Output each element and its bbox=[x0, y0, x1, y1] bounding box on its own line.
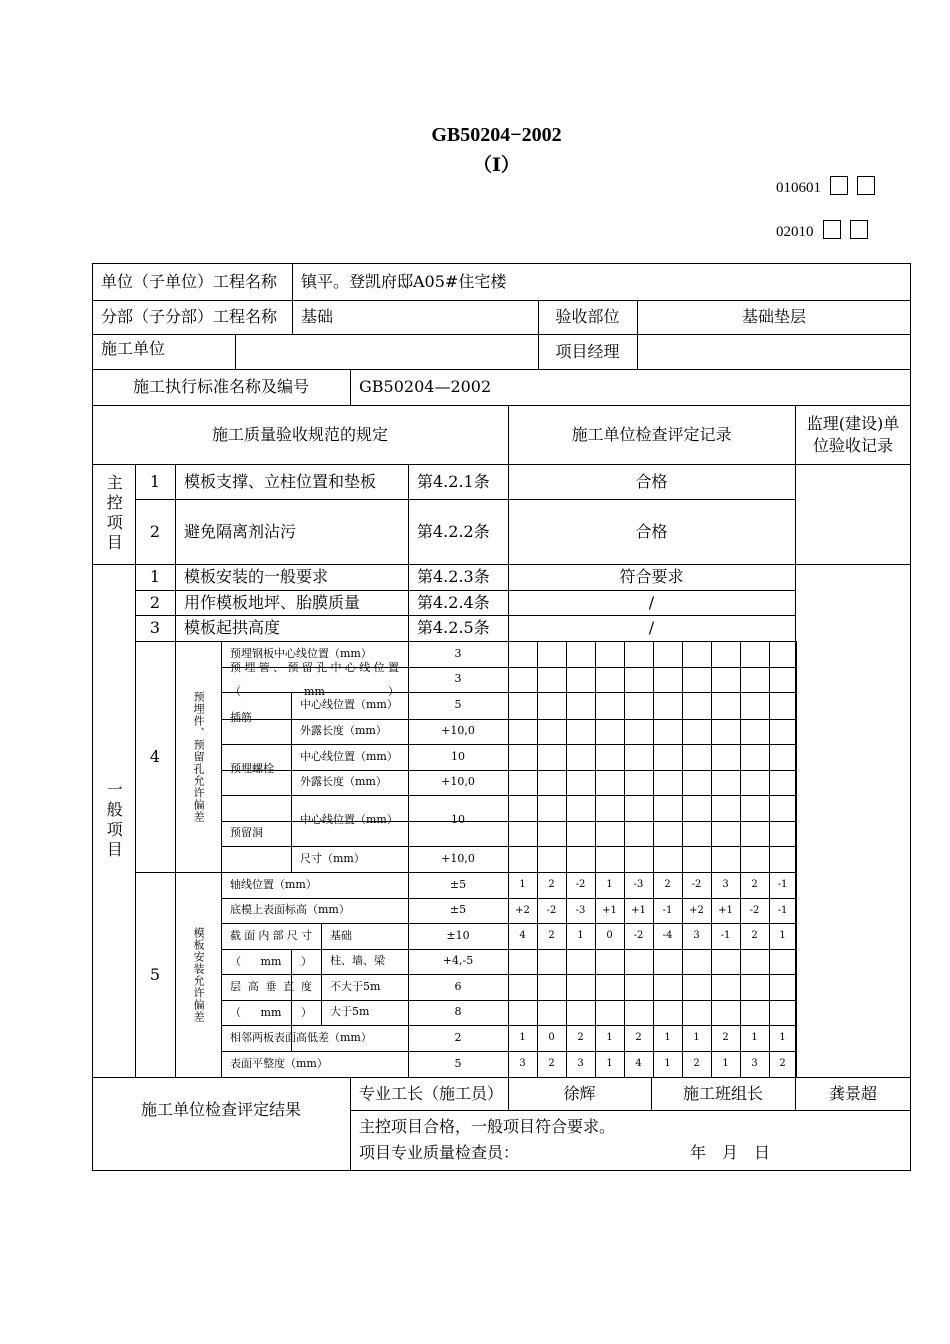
measurement-cell: 2 bbox=[548, 1058, 555, 1070]
measurement-cell: 3 bbox=[693, 930, 700, 942]
inspection-part-value: 基础垫层 bbox=[741, 307, 806, 327]
measurement-cell: 2 bbox=[664, 879, 671, 891]
measurement-cell: -2 bbox=[691, 879, 702, 891]
g5-adjacent-value: 2 bbox=[454, 1030, 462, 1044]
g5-vertical-label: 层高垂直度（mm） bbox=[230, 980, 312, 1019]
g5-top-label: 底模上表面标高（mm） bbox=[230, 903, 350, 917]
measurement-cell: 2 bbox=[751, 879, 758, 891]
measurement-cell: 4 bbox=[519, 930, 526, 942]
measurement-cell: 1 bbox=[664, 1032, 671, 1044]
g5-vertical-a-value: 6 bbox=[454, 979, 462, 993]
measurement-cell: 0 bbox=[548, 1032, 555, 1044]
g4-sub-b: 外露长度（mm） bbox=[300, 724, 387, 738]
general-item-clause: 第4.2.4条 bbox=[417, 592, 490, 612]
g4-row-value: 3 bbox=[454, 672, 462, 686]
g4-sub-b: 尺寸（mm） bbox=[300, 851, 365, 865]
general-item-no: 2 bbox=[149, 592, 161, 612]
main-item-clause: 第4.2.1条 bbox=[417, 471, 490, 491]
g5-top-value: ±5 bbox=[449, 903, 467, 917]
measurement-cell: 1 bbox=[606, 1058, 613, 1070]
group5-label: 模板安装允许偏差 bbox=[192, 926, 206, 1023]
sub-project-value: 基础 bbox=[301, 307, 334, 327]
g4-sub-label: 插筋 bbox=[230, 710, 252, 724]
project-manager-label: 项目经理 bbox=[555, 341, 620, 361]
checkbox-1a[interactable] bbox=[830, 176, 848, 195]
measurement-cell: 1 bbox=[606, 1032, 613, 1044]
g4-row-label: 预埋管、预留孔中心线位置（mm） bbox=[230, 661, 399, 698]
g4-sub-a: 中心线位置（mm） bbox=[300, 698, 398, 712]
g5-section-b-value: +4,-5 bbox=[442, 954, 474, 968]
g5-section-a: 基础 bbox=[330, 928, 352, 942]
measurement-cell: 2 bbox=[693, 1058, 700, 1070]
unit-name-value: 镇平。登凯府邸A05#住宅楼 bbox=[301, 271, 507, 291]
measurement-cell: 4 bbox=[635, 1058, 642, 1070]
g4-row-value: 3 bbox=[454, 646, 462, 660]
g5-vertical-b: 大于5m bbox=[330, 1005, 370, 1019]
measurement-cell: -1 bbox=[720, 930, 731, 942]
general-item-name: 用作模板地坪、胎膜质量 bbox=[184, 592, 361, 612]
measurement-cell: 1 bbox=[664, 1058, 671, 1070]
g4-sub-a: 中心线位置（mm） bbox=[300, 813, 398, 827]
measurement-cell: 3 bbox=[577, 1058, 584, 1070]
foreman-name: 徐辉 bbox=[563, 1083, 596, 1103]
team-leader-name: 龚景超 bbox=[828, 1083, 877, 1103]
general-label: 一般项目 bbox=[104, 780, 124, 861]
supervision-header: 监理(建设)单位验收记录 bbox=[806, 413, 900, 455]
measurement-cell: 3 bbox=[519, 1058, 526, 1070]
measurement-cell: 1 bbox=[519, 879, 526, 891]
measurement-cell: 1 bbox=[722, 1058, 729, 1070]
main-item-no: 2 bbox=[149, 521, 161, 541]
measurement-cell: -4 bbox=[662, 930, 673, 942]
measurement-cell: +1 bbox=[631, 904, 646, 916]
measurement-cell: -1 bbox=[777, 904, 788, 916]
main-item-result: 合格 bbox=[635, 471, 668, 491]
g4-sub-b-value: +10,0 bbox=[441, 775, 475, 789]
g5-vertical-a: 不大于5m bbox=[330, 979, 381, 993]
general-item-clause: 第4.2.3条 bbox=[417, 567, 490, 587]
code-2: 02010 bbox=[776, 224, 814, 240]
g5-section-label: 截面内部尺寸（mm） bbox=[230, 929, 312, 968]
group4-label: 预埋件、预留孔允许偏差 bbox=[192, 690, 206, 823]
measurement-cell: 2 bbox=[751, 930, 758, 942]
main-item-name: 模板支撑、立柱位置和垫板 bbox=[184, 471, 377, 491]
code-row-1 bbox=[776, 176, 875, 197]
standard-label: 施工执行标准名称及编号 bbox=[132, 377, 309, 397]
inspection-part-label: 验收部位 bbox=[555, 307, 620, 327]
general-item-clause: 第4.2.5条 bbox=[417, 618, 490, 638]
g5-section-a-value: ±10 bbox=[446, 928, 470, 942]
general-item-result: 符合要求 bbox=[619, 567, 684, 587]
measurement-cell: 1 bbox=[779, 1032, 786, 1044]
g4-sub-b-value: +10,0 bbox=[441, 851, 475, 865]
measurement-cell: -3 bbox=[575, 904, 586, 916]
construction-unit-label: 施工单位 bbox=[101, 339, 166, 358]
measurement-cell: 1 bbox=[693, 1032, 700, 1044]
measurement-cell: 3 bbox=[722, 879, 729, 891]
measurement-cell: -3 bbox=[633, 879, 644, 891]
checkbox-1b[interactable] bbox=[857, 176, 875, 195]
measurement-cell: -1 bbox=[662, 904, 673, 916]
g4-sub-a-value: 10 bbox=[451, 813, 465, 827]
measurement-cell: 0 bbox=[606, 930, 613, 942]
measurement-cell: -1 bbox=[777, 879, 788, 891]
measurement-cell: +2 bbox=[515, 904, 530, 916]
construction-unit-value bbox=[235, 334, 538, 369]
measurement-cell: 1 bbox=[519, 1032, 526, 1044]
g4-sub-label: 预埋螺栓 bbox=[230, 762, 274, 776]
project-manager-value bbox=[637, 334, 911, 369]
unit-name-label: 单位（子单位）工程名称 bbox=[101, 271, 278, 291]
main-control-label: 主控项目 bbox=[104, 474, 124, 554]
measurement-cell: 2 bbox=[635, 1032, 642, 1044]
main-item-clause: 第4.2.2条 bbox=[417, 521, 490, 541]
measurement-cell: 1 bbox=[577, 930, 584, 942]
g5-flatness-value: 5 bbox=[454, 1056, 462, 1070]
group5-no: 5 bbox=[149, 964, 161, 984]
general-item-no: 3 bbox=[149, 618, 161, 638]
sub-project-label: 分部（子分部）工程名称 bbox=[101, 307, 278, 327]
spec-header: 施工质量验收规范的规定 bbox=[211, 424, 388, 444]
g4-sub-a: 中心线位置（mm） bbox=[300, 749, 398, 763]
page-title: GB50204−2002 bbox=[431, 124, 562, 146]
standard-value: GB50204—2002 bbox=[359, 377, 492, 397]
team-leader-label: 施工班组长 bbox=[682, 1083, 763, 1103]
page-subtitle: （Ⅰ） bbox=[473, 154, 520, 176]
measurement-cell: -2 bbox=[633, 930, 644, 942]
measurement-cell: +2 bbox=[689, 904, 704, 916]
g5-flatness-label: 表面平整度（mm） bbox=[230, 1056, 328, 1070]
code-1: 010601 bbox=[776, 180, 821, 196]
general-item-result: / bbox=[648, 592, 655, 612]
inspection-table bbox=[92, 263, 911, 1171]
checkbox-2a[interactable] bbox=[823, 220, 841, 239]
code-row-2 bbox=[776, 220, 868, 241]
g4-sub-b: 外露长度（mm） bbox=[300, 775, 387, 789]
measurement-cell: 2 bbox=[722, 1032, 729, 1044]
g4-sub-a-value: 5 bbox=[454, 698, 462, 712]
measurement-cell: -2 bbox=[575, 879, 586, 891]
general-item-no: 1 bbox=[149, 567, 161, 587]
g5-axis-value: ±5 bbox=[449, 877, 467, 891]
g4-sub-b-value: +10,0 bbox=[441, 724, 475, 738]
quality-inspector-label: 项目专业质量检查员： bbox=[359, 1143, 520, 1163]
check-header: 施工单位检查评定记录 bbox=[571, 424, 732, 444]
general-item-result: / bbox=[648, 618, 655, 638]
checkbox-2b[interactable] bbox=[850, 220, 868, 239]
measurement-cell: 2 bbox=[548, 879, 555, 891]
measurement-cell: +1 bbox=[602, 904, 617, 916]
measurement-cell: 3 bbox=[751, 1058, 758, 1070]
g5-vertical-b-value: 8 bbox=[454, 1005, 462, 1019]
result-date: 年 月 日 bbox=[689, 1143, 770, 1163]
main-item-name: 避免隔离剂沾污 bbox=[184, 521, 297, 541]
measurement-cell: 1 bbox=[779, 930, 786, 942]
measurement-cell: +1 bbox=[718, 904, 733, 916]
measurement-cell: -2 bbox=[546, 904, 557, 916]
main-item-no: 1 bbox=[149, 471, 161, 491]
measurement-cell: 2 bbox=[548, 930, 555, 942]
g5-adjacent-label: 相邻两板表面高低差（mm） bbox=[230, 1030, 372, 1044]
general-item-name: 模板安装的一般要求 bbox=[184, 567, 329, 587]
foreman-label: 专业工长（施工员） bbox=[359, 1083, 504, 1103]
g4-sub-label: 预留洞 bbox=[230, 826, 263, 840]
measurement-cell: -2 bbox=[749, 904, 760, 916]
measurement-cell: 2 bbox=[577, 1032, 584, 1044]
result-conclusion: 主控项目合格，一般项目符合要求。 bbox=[359, 1117, 616, 1137]
group4-no: 4 bbox=[149, 746, 161, 766]
g4-sub-a-value: 10 bbox=[451, 749, 465, 763]
general-item-name: 模板起拱高度 bbox=[184, 618, 281, 638]
g5-section-b: 柱、墙、梁 bbox=[330, 954, 385, 968]
result-label: 施工单位检查评定结果 bbox=[140, 1100, 301, 1119]
measurement-cell: 1 bbox=[606, 879, 613, 891]
measurement-cell: 1 bbox=[751, 1032, 758, 1044]
measurement-cell: 2 bbox=[779, 1058, 786, 1070]
main-item-result: 合格 bbox=[635, 521, 668, 541]
g4-row-label: 预埋钢板中心线位置（mm） bbox=[230, 646, 372, 660]
g5-axis-label: 轴线位置（mm） bbox=[230, 877, 317, 891]
